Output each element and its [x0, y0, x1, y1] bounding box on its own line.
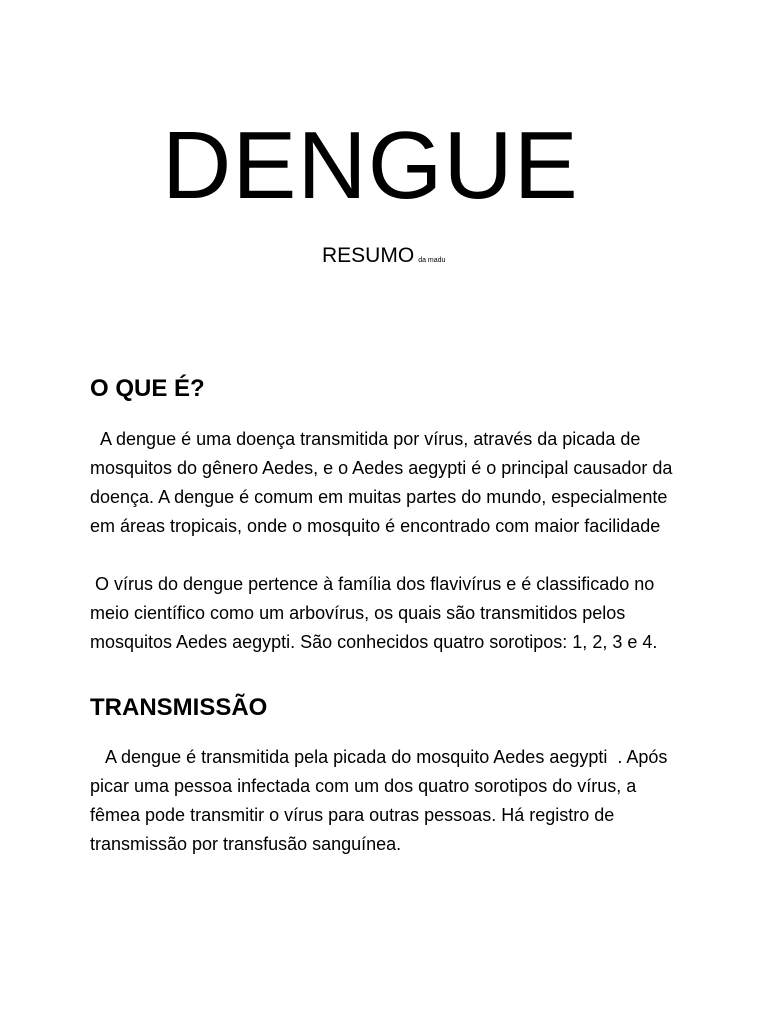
paragraph: O vírus do dengue pertence à família dos flavivírus e é classificado no meio científico como um arbovírus, os quais são transmitidos pelos mosquitos Aedes aegypti. São conhecidos quatro sorotipos: 1, 2, 3 e 4.	[90, 574, 660, 652]
subtitle-small-text: da madu	[418, 257, 446, 264]
paragraph: A dengue é uma doença transmitida por vírus, através da picada de mosquitos do gênero Aedes, e o Aedes aegypti é o principal causador da doença. A dengue é comum em muitas partes do mundo, especialmente em áreas tropicais, onde o mosquito é encontrado com maior facilidade	[90, 429, 678, 536]
document-title: DENGUE	[162, 112, 579, 219]
paragraph: A dengue é transmitida pela picada do mosquito Aedes aegypti . Após picar uma pessoa infectada com um dos quatro sorotipos do vírus, a fêmea pode transmitir o vírus para outras pessoas. Há registro de transmissão por transfusão sanguínea.	[90, 747, 673, 854]
subtitle-text: RESUMO	[322, 244, 415, 267]
document-subtitle	[322, 243, 445, 268]
section-heading-o-que-e: O QUE É?	[90, 375, 205, 402]
section-heading-transmissao: TRANSMISSÃO	[90, 694, 268, 721]
